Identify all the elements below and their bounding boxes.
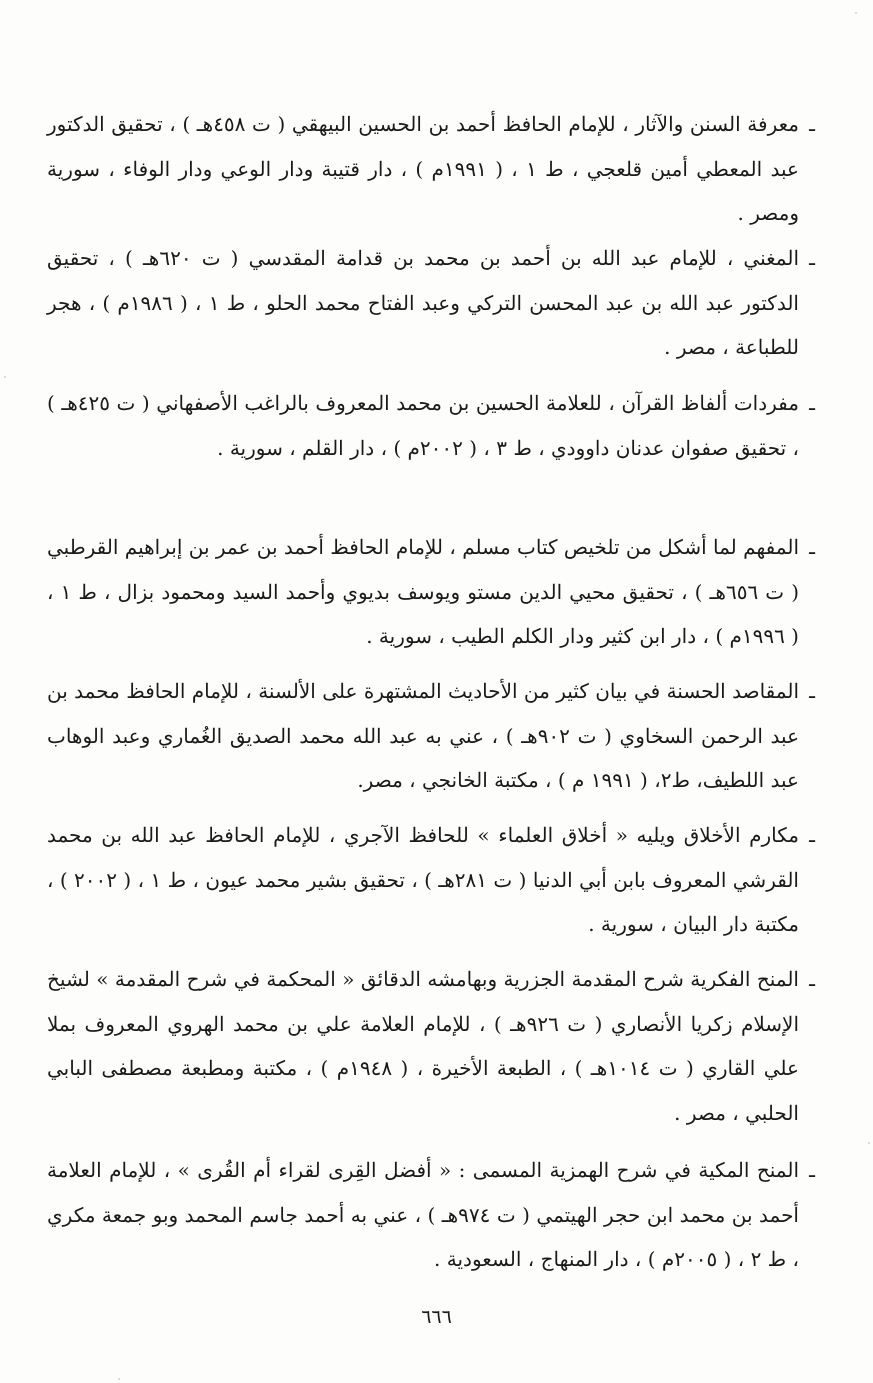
bibliography-entry — [47, 525, 821, 669]
scan-speck — [868, 1142, 870, 1144]
scan-speck — [4, 376, 6, 378]
entry-text: المنح الفكرية شرح المقدمة الجزرية وبهامشه الدقائق « المحكمة في شرح المقدمة » لشيخ الإسلام زكريا الأنصاري ( ت ٩٢٦هـ ) ، للإمام العلامة علي بن محمد الهروي المعروف بملا علي القاري ( ت ١٠١٤هـ ) ، الطبعة الأخيرة ، ( ١٩٤٨م ) ، مكتبة ومطبعة مصطفى البابي الحلبي ، مصر . — [47, 967, 800, 1125]
entry-dash: ـ — [809, 967, 815, 991]
entry-dash: ـ — [809, 823, 815, 847]
entry-dash: ـ — [809, 391, 815, 415]
bibliography-list — [47, 102, 821, 1288]
entry-dash: ـ — [809, 246, 815, 270]
entry-text: المقاصد الحسنة في بيان كثير من الأحاديث المشتهرة على الألسنة ، للإمام الحافظ محمد بن عبد الرحمن السخاوي ( ت ٩٠٢هـ ) ، عني به عبد الله محمد الصديق الغُماري وعبد الوهاب عبد اللطيف، ط٢، ( ١٩٩١ م ) ، مكتبة الخانجي ، مصر. — [47, 679, 800, 792]
page-number: ٦٦٦ — [421, 1306, 452, 1328]
entry-text: مكارم الأخلاق ويليه « أخلاق العلماء » للحافظ الآجري ، للإمام الحافظ عبد الله بن محمد القرشي المعروف بابن أبي الدنيا ( ت ٢٨١هـ ) ، تحقيق بشير محمد عيون ، ط ١ ، ( ٢٠٠٢ ) ، مكتبة دار البيان ، سورية . — [47, 823, 799, 936]
entry-dash: ـ — [809, 679, 815, 703]
bibliography-entry — [47, 236, 821, 381]
entry-text: المغني ، للإمام عبد الله بن أحمد بن محمد بن قدامة المقدسي ( ت ٦٢٠هـ ) ، تحقيق الدكتور عبد الله بن عبد المحسن التركي وعبد الفتاح محمد الحلو ، ط ١ ، ( ١٩٨٦م ) ، هجر للطباعة ، مصر . — [47, 246, 800, 359]
entry-dash: ـ — [809, 1158, 815, 1182]
scan-speck — [855, 12, 857, 14]
bibliography-entry — [47, 957, 821, 1148]
bibliography-entry — [47, 669, 821, 813]
bibliography-entry — [47, 381, 821, 525]
entry-text: المفهم لما أشكل من تلخيص كتاب مسلم ، للإمام الحافظ أحمد بن عمر بن إبراهيم القرطبي ( ت ٦٥٦هـ ) ، تحقيق محيي الدين مستو ويوسف بديوي وأحمد السيد ومحمود بزال ، ط ١ ، ( ١٩٩٦م ) ، دار ابن كثير ودار الكلم الطيب ، سورية . — [46, 535, 800, 648]
bibliography-entry — [47, 813, 821, 957]
entry-text: معرفة السنن والآثار ، للإمام الحافظ أحمد بن الحسين البيهقي ( ت ٤٥٨هـ ) ، تحقيق الدكتور عبد المعطي أمين قلعجي ، ط ١ ، ( ١٩٩١م ) ، دار قتيبة ودار الوعي ودار الوفاء ، سورية ومصر . — [47, 112, 799, 225]
bibliography-entry — [47, 1148, 821, 1288]
entry-text: المنح المكية في شرح الهمزية المسمى : « أفضل القِرى لقراء أم القُرى » ، للإمام العلامة أحمد بن محمد ابن حجر الهيتمي ( ت ٩٧٤هـ ) ، عني به أحمد جاسم المحمد وبو جمعة مكري ، ط ٢ ، ( ٢٠٠٥م ) ، دار المنهاج ، السعودية . — [47, 1158, 799, 1271]
entry-dash: ـ — [809, 112, 815, 136]
entry-text: مفردات ألفاظ القرآن ، للعلامة الحسين بن محمد المعروف بالراغب الأصفهاني ( ت ٤٢٥هـ ) ، تحقيق صفوان عدنان داوودي ، ط ٣ ، ( ٢٠٠٢م ) ، دار القلم ، سورية . — [47, 391, 799, 460]
bibliography-entry — [47, 102, 821, 236]
scan-speck — [118, 1378, 120, 1380]
entry-dash: ـ — [809, 535, 815, 559]
